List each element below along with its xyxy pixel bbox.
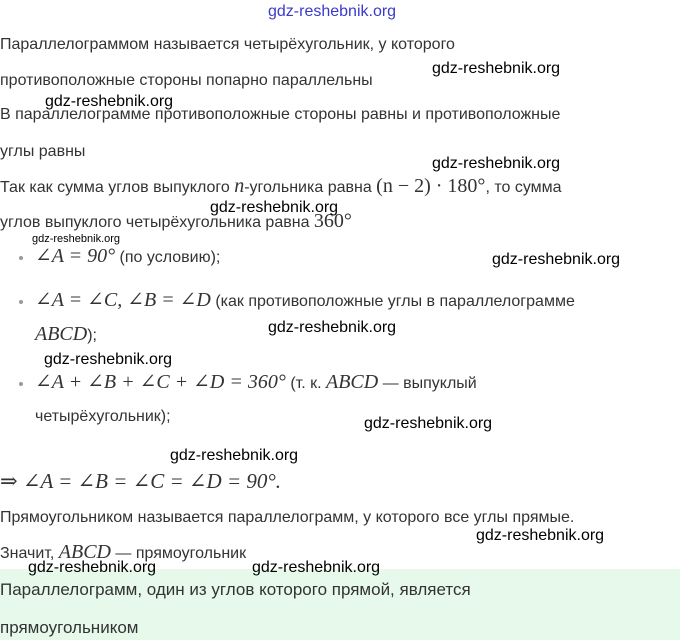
- header-watermark: gdz-reshebnik.org: [268, 3, 397, 20]
- watermark-text: gdz-reshebnik.org: [364, 415, 493, 432]
- bullet-2-math: ∠A = ∠C, ∠B = ∠D: [35, 289, 211, 311]
- sum-text-prefix: Так как сумма углов выпуклого: [0, 179, 235, 196]
- watermark-text: gdz-reshebnik.org: [432, 60, 561, 77]
- bullet-1-text: (по условию);: [115, 249, 221, 266]
- bullet-3-text: (т. к.: [285, 375, 326, 392]
- bullet-3-line-1: [35, 372, 477, 394]
- therefore-prefix: Значит,: [0, 545, 59, 562]
- conclusion-formula: ⇒ ∠A = ∠B = ∠C = ∠D = 90°.: [0, 469, 282, 493]
- result-line-2: прямоугольником: [0, 618, 139, 637]
- rectangle-definition: Прямоугольником называется параллелограмм, у которого все углы прямые.: [0, 509, 575, 526]
- watermark-text: gdz-reshebnik.org: [432, 155, 561, 172]
- result-line-1: Параллелограмм, один из углов которого прямой, является: [0, 580, 471, 599]
- bullet-1-math: ∠A = 90°: [35, 245, 116, 267]
- definition-line-2: противоположные стороны попарно параллельны: [0, 72, 373, 89]
- therefore-suffix: — прямоугольник: [110, 545, 247, 562]
- property-line-1: В параллелограмме противоположные стороны равны и противоположные: [0, 106, 561, 123]
- sum-value: 360°: [313, 210, 352, 232]
- bullet-marker: [19, 382, 23, 386]
- bullet-3-line-2: четырёхугольник);: [35, 408, 171, 425]
- watermark-text: gdz-reshebnik.org: [170, 447, 299, 464]
- bullet-2-line-2: [35, 324, 97, 346]
- watermark-text: gdz-reshebnik.org: [492, 251, 621, 268]
- bullet-3-math: ∠A + ∠B + ∠C + ∠D = 360°: [35, 371, 286, 393]
- bullet-2-text: (как противоположные углы в параллелограмме: [210, 293, 575, 310]
- sum-text-suffix: , то сумма: [485, 179, 562, 196]
- watermark-text: gdz-reshebnik.org: [45, 93, 174, 110]
- definition-line-1: Параллелограммом называется четырёхугольник, у которого: [0, 36, 455, 53]
- watermark-text: gdz-reshebnik.org: [44, 351, 173, 368]
- bullet-2-abcd: ABCD: [35, 323, 88, 345]
- sum-text-middle: -угольника равна: [244, 179, 377, 196]
- bullet-3-abcd: ABCD: [325, 371, 379, 393]
- bullet-marker: [19, 300, 23, 304]
- angle-sum-formula: (n − 2) · 180°: [376, 175, 486, 197]
- n-symbol: n: [234, 175, 245, 197]
- watermark-text: gdz-reshebnik.org: [28, 559, 157, 576]
- bullet-1: [35, 246, 220, 268]
- watermark-text: gdz-reshebnik.org: [252, 559, 381, 576]
- bullet-2-text-end: );: [87, 327, 97, 344]
- bullet-2-line-1: [35, 290, 575, 312]
- sum-line-1: [0, 176, 562, 198]
- sum-line2-text: углов выпуклого четырёхугольника равна: [0, 214, 314, 231]
- therefore-abcd: ABCD: [58, 541, 111, 563]
- watermark-text-small: gdz-reshebnik.org: [32, 233, 121, 245]
- bullet-marker: [19, 256, 23, 260]
- watermark-text: gdz-reshebnik.org: [210, 199, 339, 216]
- watermark-text: gdz-reshebnik.org: [476, 527, 605, 544]
- property-line-2: углы равны: [0, 143, 86, 160]
- bullet-3-text-2: — выпуклый: [378, 375, 477, 392]
- watermark-text: gdz-reshebnik.org: [268, 319, 397, 336]
